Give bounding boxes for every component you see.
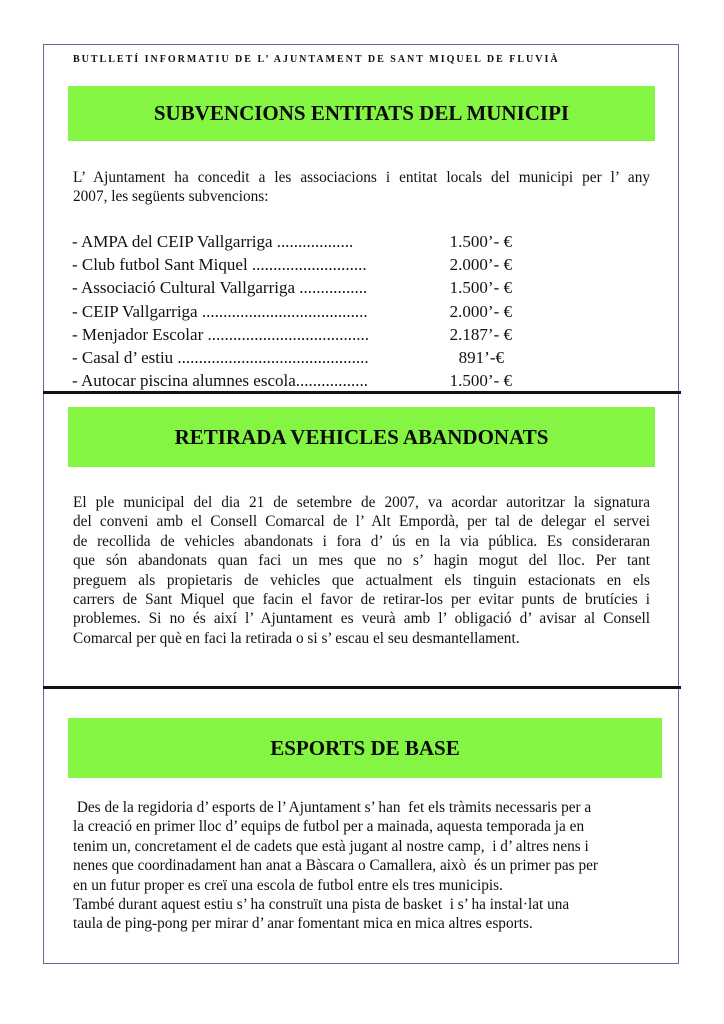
bulletin-header: BUTLLETÍ INFORMATIU DE L’ AJUNTAMENT DE SANT MIQUEL DE FLUVIÀ xyxy=(73,54,560,65)
paragraph-line: del conveni amb el Consell Comarcal de l’ Alt Empordà, per tal de delegar el servei xyxy=(73,513,650,531)
list-item-amount: 2.187’- € xyxy=(449,324,512,344)
sports-paragraph xyxy=(73,798,650,934)
list-item xyxy=(72,323,512,346)
section-divider xyxy=(43,686,681,689)
paragraph-line: Comarcal per què en faci la retirada o si s’ escau el seu desmantellament. xyxy=(73,629,520,647)
section-heading-text: ESPORTS DE BASE xyxy=(270,735,460,760)
paragraph-line: El ple municipal del dia 21 de setembre de 2007, va acordar autoritzar la signatura xyxy=(73,494,650,511)
paragraph-line: en un futur proper es creï una escola de futbol entre els tres municipis. xyxy=(73,876,503,894)
list-item-text: - Associació Cultural Vallgarriga ................ xyxy=(72,278,368,298)
paragraph-line: taula de ping-pong per mirar d’ anar fomentant mica en mica altres esports. xyxy=(73,915,533,933)
paragraph-line: de recollida de vehicles abandonats i fora d’ ús en la via pública. Es consideraran xyxy=(73,532,650,550)
list-item-amount: 2.000’- € xyxy=(449,301,512,321)
list-item-text: - CEIP Vallgarriga ....................................... xyxy=(72,301,368,321)
paragraph-line: 2007, les següents subvencions: xyxy=(73,188,269,206)
section-heading-vehicles xyxy=(68,407,655,467)
list-item xyxy=(72,253,512,276)
intro-paragraph xyxy=(73,168,650,207)
section-heading-esports xyxy=(68,718,662,778)
section-heading-subvencions xyxy=(68,86,655,141)
section-heading-text: RETIRADA VEHICLES ABANDONATS xyxy=(174,424,549,449)
list-item-text: - Club futbol Sant Miquel ........................... xyxy=(72,255,367,275)
list-item xyxy=(72,300,512,323)
list-item xyxy=(72,369,512,392)
list-item-amount: 1.500’- € xyxy=(449,232,512,251)
paragraph-line: nenes que coordinadament han anat a Bàscara o Camallera, això és un primer pas per xyxy=(73,857,598,875)
list-item xyxy=(72,230,512,253)
list-item-amount: 2.000’- € xyxy=(449,255,512,275)
list-item-text: - AMPA del CEIP Vallgarriga .................. xyxy=(72,232,354,251)
section-divider xyxy=(43,391,681,394)
paragraph-line: carrers de Sant Miquel que facin el favor de retirar-los per evitar punts de brutícies i xyxy=(73,591,650,609)
paragraph-line: L’ Ajuntament ha concedit a les associacions i entitat locals del municipi per l’ any xyxy=(73,169,650,186)
list-item xyxy=(72,346,512,369)
paragraph-line: preguem als propietaris de vehicles que actualment els tinguin estacionats en els xyxy=(73,571,650,589)
paragraph-line: tenim un, concretament el de cadets que està jugant al nostre camp, i d’ altres nens i xyxy=(73,837,589,855)
list-item-text: - Autocar piscina alumnes escola................. xyxy=(72,371,369,391)
section-heading-text: SUBVENCIONS ENTITATS DEL MUNICIPI xyxy=(153,101,570,125)
paragraph-line: que són abandonats quan faci un mes que no s’ hagin mogut del lloc. Per tant xyxy=(73,552,650,570)
list-item-amount: 1.500’- € xyxy=(449,278,512,298)
paragraph-line: També durant aquest estiu s’ ha construït una pista de basket i s’ ha instal·lat una xyxy=(73,896,570,914)
paragraph-line: problemes. Si no és així l’ Ajuntament es veurà amb l’ obligació d’ avisar al Consell xyxy=(73,610,650,628)
list-item-text: - Menjador Escolar ...................................... xyxy=(72,324,369,344)
paragraph-line: la creació en primer lloc d’ equips de futbol per a mainada, aquesta temporada ja en xyxy=(73,818,585,836)
list-item-amount: 891’-€ xyxy=(458,347,504,367)
vehicles-paragraph xyxy=(73,493,650,648)
paragraph-line: Des de la regidoria d’ esports de l’ Ajuntament s’ han fet els tràmits necessaris per a xyxy=(73,799,592,816)
list-item-amount: 1.500’- € xyxy=(449,371,512,391)
subsidy-list xyxy=(72,230,512,392)
list-item xyxy=(72,276,512,299)
list-item-text: - Casal d’ estiu ............................................. xyxy=(72,347,369,367)
